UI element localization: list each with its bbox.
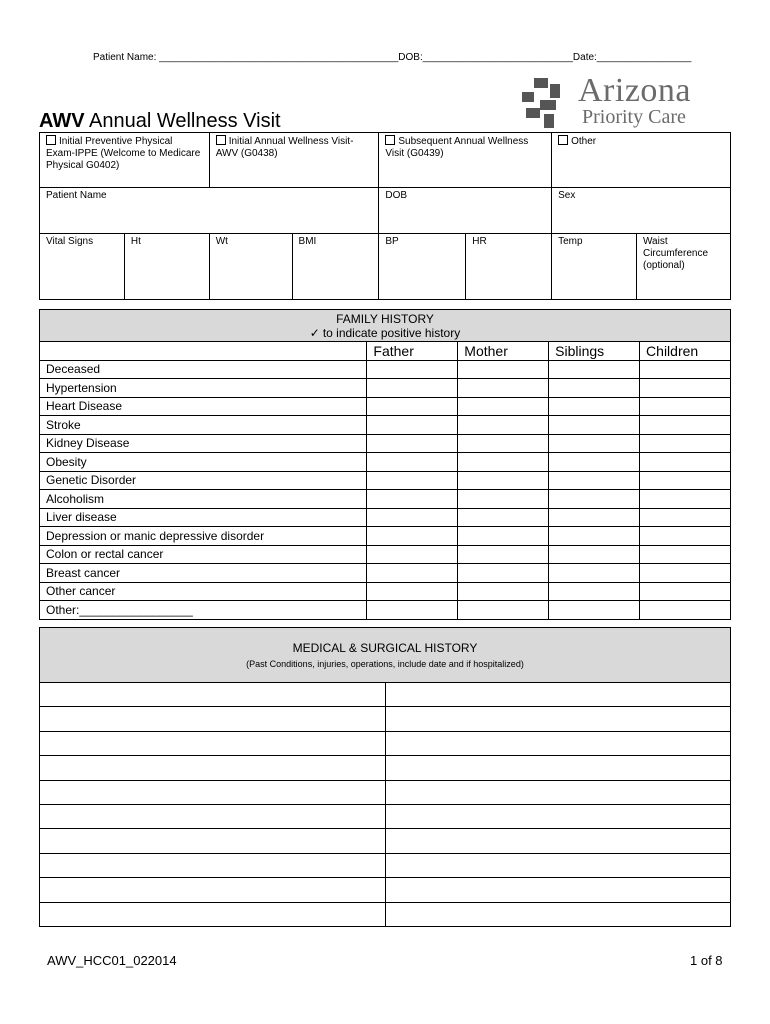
family-history-cell[interactable]	[367, 416, 458, 435]
condition-label: Liver disease	[40, 508, 367, 527]
family-history-columns-row	[40, 342, 731, 361]
table-row	[40, 804, 731, 828]
family-history-cell[interactable]	[367, 508, 458, 527]
family-history-cell[interactable]	[549, 360, 640, 379]
family-history-cell[interactable]	[367, 582, 458, 601]
option-subsequent-awv[interactable]: Subsequent Annual Wellness Visit (G0439)	[379, 133, 552, 188]
family-history-table	[39, 309, 731, 620]
family-history-subtitle: to indicate positive history	[322, 326, 461, 340]
medical-history-cell[interactable]	[40, 756, 386, 780]
checkbox-icon[interactable]	[385, 135, 395, 145]
medical-history-cell[interactable]	[385, 829, 731, 853]
condition-label: Heart Disease	[40, 397, 367, 416]
table-row	[40, 780, 731, 804]
logo-text-arizona: Arizona	[578, 72, 692, 109]
medical-history-cell[interactable]	[40, 804, 386, 828]
family-history-cell[interactable]	[549, 416, 640, 435]
family-history-cell[interactable]	[367, 379, 458, 398]
condition-label: Genetic Disorder	[40, 471, 367, 490]
medical-history-title: MEDICAL & SURGICAL HISTORY	[292, 641, 478, 655]
table-row	[40, 878, 731, 902]
option-other[interactable]: Other	[552, 133, 731, 188]
medical-history-cell[interactable]	[40, 902, 386, 926]
column-father: Father	[367, 342, 458, 361]
condition-label: Obesity	[40, 453, 367, 472]
table-row	[40, 545, 731, 564]
title-bold: AWV	[39, 110, 85, 132]
sex-cell[interactable]: Sex	[552, 188, 731, 234]
family-history-cell[interactable]	[549, 582, 640, 601]
bmi-cell[interactable]: BMI	[292, 234, 379, 300]
table-row	[40, 902, 731, 926]
family-history-cell[interactable]	[367, 527, 458, 546]
family-history-cell[interactable]	[640, 471, 731, 490]
condition-label: Kidney Disease	[40, 434, 367, 453]
family-history-cell[interactable]	[549, 508, 640, 527]
logo-mark-icon	[520, 78, 576, 128]
family-history-cell[interactable]	[640, 545, 731, 564]
condition-label: Other cancer	[40, 582, 367, 601]
family-history-cell[interactable]	[640, 360, 731, 379]
medical-history-cell[interactable]	[40, 707, 386, 731]
medical-history-cell[interactable]	[385, 756, 731, 780]
table-row	[40, 829, 731, 853]
page-number: 1 of 8	[690, 953, 723, 968]
page-title	[39, 110, 281, 133]
condition-label: Hypertension	[40, 379, 367, 398]
family-history-title: FAMILY HISTORY	[336, 312, 434, 326]
medical-history-header	[40, 628, 731, 683]
family-history-cell[interactable]	[458, 545, 549, 564]
ht-cell[interactable]: Ht	[124, 234, 209, 300]
medical-history-cell[interactable]	[385, 707, 731, 731]
family-history-cell[interactable]	[640, 434, 731, 453]
table-row	[40, 853, 731, 877]
family-history-cell[interactable]	[640, 564, 731, 583]
family-history-cell[interactable]	[640, 379, 731, 398]
family-history-cell[interactable]	[549, 601, 640, 620]
column-mother: Mother	[458, 342, 549, 361]
family-history-cell[interactable]	[640, 582, 731, 601]
medical-history-cell[interactable]	[385, 780, 731, 804]
family-history-cell[interactable]	[640, 416, 731, 435]
patient-name-field[interactable]: Patient Name: ___________________________________________	[93, 52, 399, 63]
family-history-cell[interactable]	[367, 545, 458, 564]
arizona-priority-care-logo	[520, 72, 720, 132]
table-row	[40, 490, 731, 509]
column-children: Children	[640, 342, 731, 361]
medical-history-cell[interactable]	[385, 902, 731, 926]
medical-history-cell[interactable]	[40, 683, 386, 707]
condition-label: Alcoholism	[40, 490, 367, 509]
visit-type-row	[40, 133, 731, 188]
family-history-cell[interactable]	[549, 564, 640, 583]
family-history-cell[interactable]	[458, 582, 549, 601]
option-initial-awv[interactable]: Initial Annual Wellness Visit-AWV (G0438)	[209, 133, 379, 188]
family-history-cell[interactable]	[458, 416, 549, 435]
family-history-cell[interactable]	[640, 453, 731, 472]
medical-history-cell[interactable]	[385, 853, 731, 877]
table-row	[40, 434, 731, 453]
family-history-cell[interactable]	[458, 601, 549, 620]
checkmark-icon: ✓	[309, 326, 320, 340]
date-field[interactable]: Date:_________________	[572, 52, 692, 63]
medical-history-subtitle: (Past Conditions, injuries, operations, include date and if hospitalized)	[246, 659, 524, 669]
vital-signs-label: Vital Signs	[40, 234, 125, 300]
medical-history-cell[interactable]	[40, 829, 386, 853]
patient-name-cell[interactable]: Patient Name	[40, 188, 379, 234]
patient-row	[40, 188, 731, 234]
column-siblings: Siblings	[549, 342, 640, 361]
family-history-cell[interactable]	[367, 397, 458, 416]
medical-history-cell[interactable]	[385, 683, 731, 707]
family-history-cell[interactable]	[549, 434, 640, 453]
logo-text-priority-care: Priority Care	[582, 106, 686, 128]
family-history-cell[interactable]	[458, 453, 549, 472]
table-row	[40, 756, 731, 780]
header-line	[93, 52, 691, 63]
table-row	[40, 453, 731, 472]
table-row	[40, 582, 731, 601]
dob-field[interactable]: DOB:___________________________	[398, 52, 573, 63]
condition-label: Other:_________________	[40, 601, 367, 620]
family-history-cell[interactable]	[367, 601, 458, 620]
checkbox-icon[interactable]	[46, 135, 56, 145]
medical-history-cell[interactable]	[40, 853, 386, 877]
table-row	[40, 360, 731, 379]
family-history-cell[interactable]	[640, 508, 731, 527]
hr-cell[interactable]: HR	[466, 234, 552, 300]
family-history-cell[interactable]	[367, 453, 458, 472]
medical-history-cell[interactable]	[40, 878, 386, 902]
family-history-cell[interactable]	[458, 527, 549, 546]
family-history-cell[interactable]	[549, 471, 640, 490]
medical-history-cell[interactable]	[40, 731, 386, 755]
table-row	[40, 527, 731, 546]
family-history-cell[interactable]	[549, 379, 640, 398]
family-history-cell[interactable]	[458, 360, 549, 379]
family-history-cell[interactable]	[367, 490, 458, 509]
family-history-cell[interactable]	[549, 453, 640, 472]
checkbox-icon[interactable]	[558, 135, 568, 145]
family-history-header	[40, 310, 731, 342]
family-history-cell[interactable]	[640, 601, 731, 620]
family-history-cell[interactable]	[367, 360, 458, 379]
medical-history-cell[interactable]	[40, 780, 386, 804]
family-history-cell[interactable]	[640, 527, 731, 546]
table-row	[40, 379, 731, 398]
family-history-cell[interactable]	[549, 527, 640, 546]
family-history-header-row	[40, 310, 731, 342]
family-history-cell[interactable]	[458, 564, 549, 583]
family-history-cell[interactable]	[458, 490, 549, 509]
condition-label: Colon or rectal cancer	[40, 545, 367, 564]
table-row	[40, 731, 731, 755]
medical-history-cell[interactable]	[385, 878, 731, 902]
option-ippe[interactable]: Initial Preventive Physical Exam-IPPE (Welcome to Medicare Physical G0402)	[40, 133, 210, 188]
medical-history-cell[interactable]	[385, 731, 731, 755]
family-history-cell[interactable]	[549, 545, 640, 564]
family-history-cell[interactable]	[458, 434, 549, 453]
family-history-cell[interactable]	[458, 379, 549, 398]
family-history-cell[interactable]	[549, 490, 640, 509]
waist-cell[interactable]: Waist Circumference (optional)	[636, 234, 730, 300]
family-history-cell[interactable]	[640, 490, 731, 509]
medical-history-cell[interactable]	[385, 804, 731, 828]
visit-info-table	[39, 132, 731, 300]
vitals-row	[40, 234, 731, 300]
condition-label: Breast cancer	[40, 564, 367, 583]
table-row	[40, 707, 731, 731]
dob-cell[interactable]: DOB	[379, 188, 552, 234]
wt-cell[interactable]: Wt	[209, 234, 292, 300]
table-row	[40, 508, 731, 527]
medical-history-header-row	[40, 628, 731, 683]
table-row	[40, 683, 731, 707]
family-history-cell[interactable]	[458, 471, 549, 490]
condition-label: Deceased	[40, 360, 367, 379]
medical-history-table	[39, 627, 731, 927]
checkbox-icon[interactable]	[216, 135, 226, 145]
form-code: AWV_HCC01_022014	[47, 953, 177, 968]
table-row	[40, 601, 731, 620]
table-row	[40, 416, 731, 435]
family-history-cell[interactable]	[458, 397, 549, 416]
table-row	[40, 397, 731, 416]
family-history-cell[interactable]	[549, 397, 640, 416]
family-history-cell[interactable]	[367, 434, 458, 453]
family-history-cell[interactable]	[367, 471, 458, 490]
condition-label: Stroke	[40, 416, 367, 435]
temp-cell[interactable]: Temp	[552, 234, 637, 300]
table-row	[40, 564, 731, 583]
condition-label: Depression or manic depressive disorder	[40, 527, 367, 546]
family-history-cell[interactable]	[458, 508, 549, 527]
table-row	[40, 471, 731, 490]
title-rest: Annual Wellness Visit	[84, 110, 281, 132]
bp-cell[interactable]: BP	[379, 234, 466, 300]
family-history-cell[interactable]	[367, 564, 458, 583]
family-history-cell[interactable]	[640, 397, 731, 416]
